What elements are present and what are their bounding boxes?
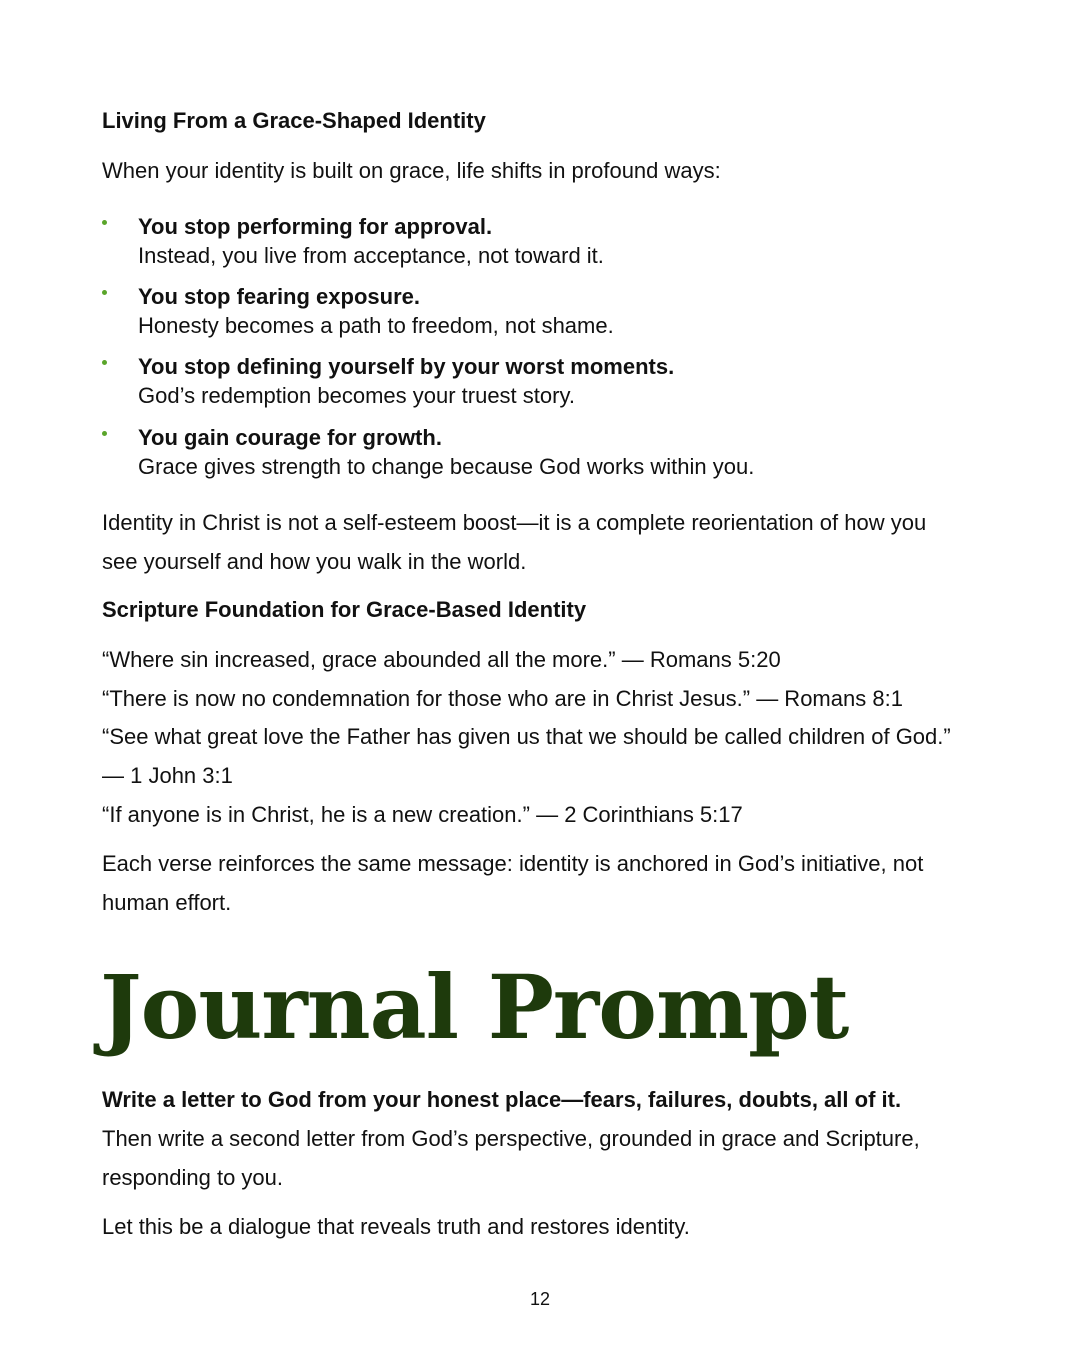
section-heading-grace-identity: Living From a Grace-Shaped Identity [102,108,486,133]
journal-line-1: Then write a second letter from God’s perspective, grounded in grace and Scripture, [102,1126,920,1151]
bullet-text: Grace gives strength to change because God works within you. [138,454,755,479]
bullet-title: You stop defining yourself by your worst moments. [138,354,675,379]
bullet-title: You gain courage for growth. [138,425,442,450]
bullet-title: You stop performing for approval. [138,214,493,239]
identity-paragraph-line-2: see yourself and how you walk in the world. [102,549,527,574]
intro-paragraph: When your identity is built on grace, life shifts in profound ways: [102,158,721,183]
journal-line-2: responding to you. [102,1165,284,1190]
identity-paragraph-line-1: Identity in Christ is not a self-esteem boost—it is a complete reorientation of how you [102,510,927,535]
verse-line: “See what great love the Father has given us that we should be called children of God.” [102,724,951,749]
bullet-text: Instead, you live from acceptance, not toward it. [138,243,604,268]
section-heading-scripture: Scripture Foundation for Grace-Based Identity [102,597,587,622]
journal-closing: Let this be a dialogue that reveals truth and restores identity. [102,1214,690,1239]
bullet-text: God’s redemption becomes your truest story. [138,383,575,408]
verse-line: — 1 John 3:1 [102,763,233,788]
bullet-icon [102,360,107,365]
bullet-text: Honesty becomes a path to freedom, not shame. [138,313,614,338]
summary-line-1: Each verse reinforces the same message: identity is anchored in God’s initiative, not [102,851,924,876]
journal-prompt-title: Journal Prompt [100,955,849,1059]
journal-bold-prompt: Write a letter to God from your honest place—fears, failures, doubts, all of it. [102,1087,902,1112]
verse-line: “There is now no condemnation for those who are in Christ Jesus.” — Romans 8:1 [102,686,903,711]
bullet-icon [102,220,107,225]
bullet-title: You stop fearing exposure. [138,284,420,309]
page-number: 12 [529,1289,551,1309]
verse-line: “If anyone is in Christ, he is a new creation.” — 2 Corinthians 5:17 [102,802,743,827]
bullet-icon [102,431,107,436]
summary-line-2: human effort. [102,890,232,915]
verse-line: “Where sin increased, grace abounded all the more.” — Romans 5:20 [102,647,781,672]
bullet-icon [102,290,107,295]
